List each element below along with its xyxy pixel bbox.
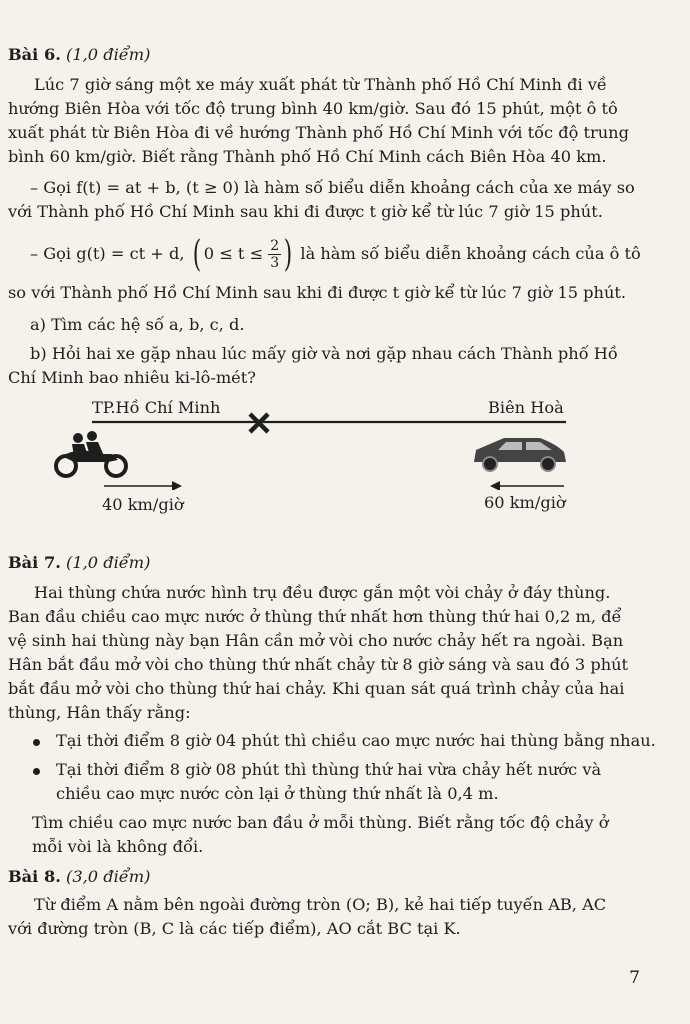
bai7-question-line1: Tìm chiều cao mực nước ban đầu ở mỗi thùng. Biết rằng tốc độ chảy ở <box>32 813 609 832</box>
bai7-p1-line6: thùng, Hân thấy rằng: <box>8 703 191 722</box>
bai7-points: (1,0 điểm) <box>66 553 151 572</box>
bai7-question-line2: mỗi vòi là không đổi. <box>32 837 204 856</box>
bai6-g-line2: so với Thành phố Hồ Chí Minh sau khi đi được t giờ kể từ lúc 7 giờ 15 phút. <box>8 283 627 302</box>
page-number: 7 <box>629 968 640 988</box>
bai6-heading <box>8 44 690 66</box>
bai7-title: Bài 7. <box>8 553 61 572</box>
bai7-p1-line1: Hai thùng chứa nước hình trụ đều được gắn một vòi chảy ở đáy thùng. <box>34 583 611 602</box>
motorbike-speed-label: 40 km/giờ <box>102 495 184 514</box>
bai6-p1-line3: xuất phát từ Biên Hòa đi về hướng Thành phố Hồ Chí Minh với tốc độ trung <box>8 123 629 142</box>
bai6-p1-line2: hướng Biên Hòa với tốc độ trung bình 40 km/giờ. Sau đó 15 phút, một ô tô <box>8 99 618 118</box>
bai6-f-line1: – Gọi f(t) = at + b, (t ≥ 0) là hàm số biểu diễn khoảng cách của xe máy so <box>30 178 635 197</box>
open-paren: ( <box>192 233 201 275</box>
close-paren: ) <box>283 233 293 275</box>
bullet-dot-1 <box>33 739 40 746</box>
bai6-g-suffix: là hàm số biểu diễn khoảng cách của ô tô <box>300 244 641 263</box>
bai7-p1-line5: bắt đầu mở vòi cho thùng thứ hai chảy. Khi quan sát quá trình chảy của hai <box>8 679 625 698</box>
road-diagram <box>0 410 690 490</box>
car-speed-label: 60 km/giờ <box>484 493 566 512</box>
bai7-p1-line3: vệ sinh hai thùng này bạn Hân cần mở vòi cho nước chảy hết ra ngoài. Bạn <box>8 631 624 650</box>
fraction-two-thirds <box>268 238 281 271</box>
bai8-line2: với đường tròn (B, C là các tiếp điểm), AO cắt BC tại K. <box>8 919 461 938</box>
bai8-heading <box>8 866 690 888</box>
bai6-question-a: a) Tìm các hệ số a, b, c, d. <box>30 315 245 334</box>
right-arrow-icon <box>104 481 182 490</box>
bullet-dot-2 <box>33 768 40 775</box>
bai7-heading <box>8 552 690 574</box>
fraction-numerator: 2 <box>270 238 280 254</box>
left-arrow-icon <box>490 481 564 490</box>
bai7-bullet2-line1: Tại thời điểm 8 giờ 08 phút thì thùng thứ hai vừa chảy hết nước và <box>56 760 602 779</box>
bai6-title: Bài 6. <box>8 45 61 64</box>
diagram-right-label: Biên Hoà <box>488 398 564 417</box>
bai6-question-b-line2: Chí Minh bao nhiêu ki-lô-mét? <box>8 368 256 387</box>
motorbike-icon <box>56 431 126 476</box>
bai6-question-b-line1: b) Hỏi hai xe gặp nhau lúc mấy giờ và nơi gặp nhau cách Thành phố Hồ <box>30 344 618 363</box>
bai7-bullet2-line2: chiều cao mực nước còn lại ở thùng thứ nhất là 0,4 m. <box>56 784 499 803</box>
car-icon <box>474 438 566 471</box>
bai6-p1-line1: Lúc 7 giờ sáng một xe máy xuất phát từ Thành phố Hồ Chí Minh đi về <box>34 75 607 94</box>
bai6-g-line1 <box>30 233 690 275</box>
bai6-f-line2: với Thành phố Hồ Chí Minh sau khi đi được t giờ kể từ lúc 7 giờ 15 phút. <box>8 202 603 221</box>
bai6-g-condition: 0 ≤ t ≤ <box>203 244 264 263</box>
bai7-p1-line2: Ban đầu chiều cao mực nước ở thùng thứ nhất hơn thùng thứ hai 0,2 m, để <box>8 607 622 626</box>
bai6-points: (1,0 điểm) <box>66 45 151 64</box>
bai7-p1-line4: Hân bắt đầu mở vòi cho thùng thứ nhất chảy từ 8 giờ sáng và sau đó 3 phút <box>8 655 629 674</box>
fraction-denominator: 3 <box>270 255 280 271</box>
diagram-left-label: TP.Hồ Chí Minh <box>92 398 221 417</box>
bai8-points: (3,0 điểm) <box>66 867 151 886</box>
bai8-title: Bài 8. <box>8 867 61 886</box>
bai6-g-prefix: – Gọi g(t) = ct + d, <box>30 244 185 263</box>
bai6-p1-line4: bình 60 km/giờ. Biết rằng Thành phố Hồ Chí Minh cách Biên Hòa 40 km. <box>8 147 607 166</box>
bai7-bullet1: Tại thời điểm 8 giờ 04 phút thì chiều cao mực nước hai thùng bằng nhau. <box>56 731 656 750</box>
bai8-line1: Từ điểm A nằm bên ngoài đường tròn (O; B), kẻ hai tiếp tuyến AB, AC <box>34 895 607 914</box>
